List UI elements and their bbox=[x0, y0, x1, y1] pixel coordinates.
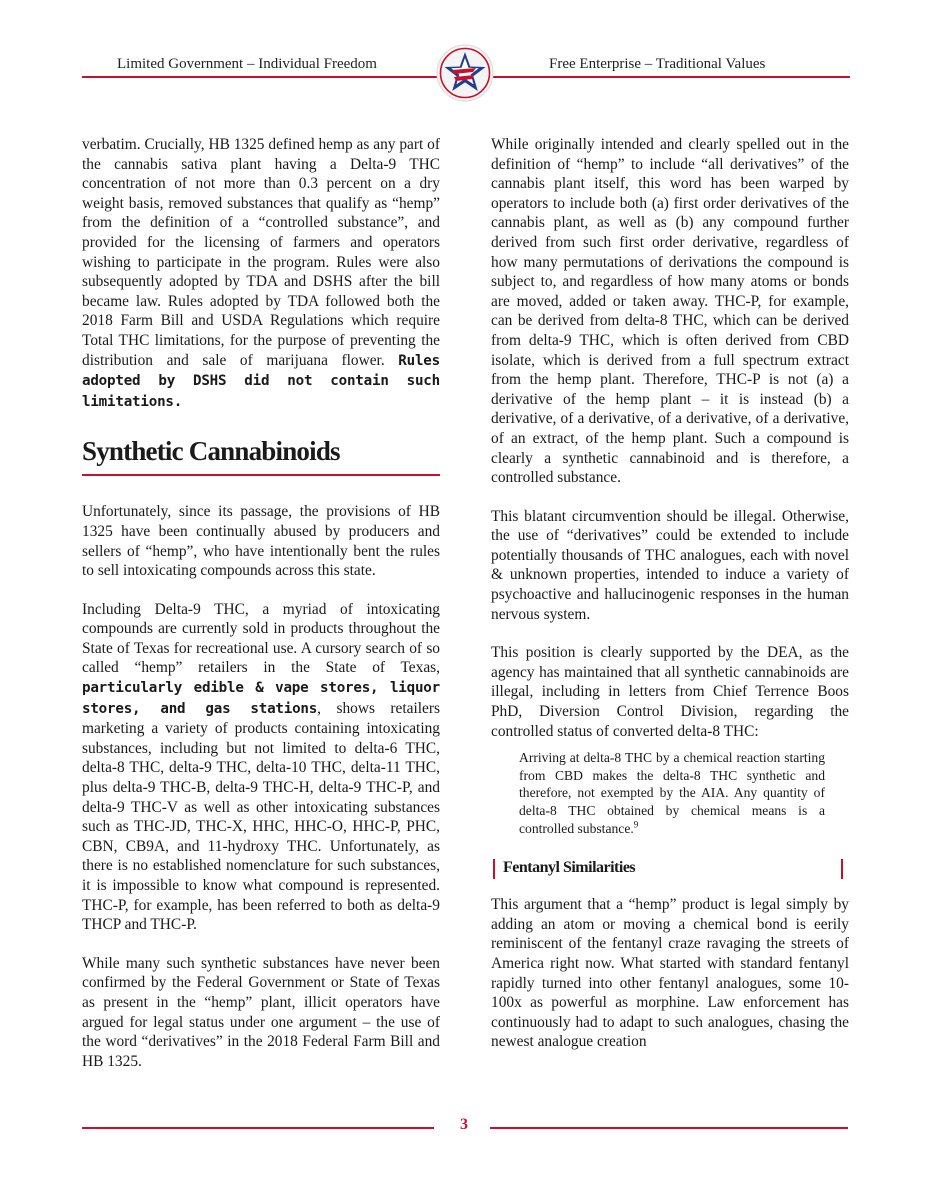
header-rule-right bbox=[492, 76, 850, 78]
paragraph: This blatant circumvention should be illegal. Otherwise, the use of “derivatives” could be extended to include potentially thousands of THC analogues, each with novel & unknown properties, intended to induce a variety of psychoactive and hallucinogenic responses in the human nervous system. bbox=[491, 507, 849, 623]
subheading-block bbox=[491, 857, 849, 881]
paragraph: Unfortunately, since its passage, the provisions of HB 1325 have been continually abused by producers and sellers of “hemp”, who have intentionally bent the rules to sell intoxicating compounds across this state. bbox=[82, 503, 440, 580]
paragraph: While originally intended and clearly spelled out in the definition of “hemp” to include “all derivatives” of the cannabis plant itself, this word has been warped by operators to include both (a) first order derivatives of the cannabis plant, as well as (b) any compound further derived from such first order derivative, regardless of how many permutations of derivations the compound is subject to, and regardless of how many atoms or bonds are moved, added or taken away. THC-P, for example, can be derived from delta-8 THC, which can be derived from delta-9 THC, which is often derived from CBD isolate, which is derived from a full spectrum extract from the hemp plant. Therefore, THC-P is not (a) a derivative of the hemp plant – it is instead (b) a derivative, of a derivative, of a derivative, of a derivative, of an extract, of the hemp plant. Such a compound is clearly a synthetic cannabinoid and is therefore, a controlled substance. bbox=[491, 136, 849, 487]
paragraph: This argument that a “hemp” product is legal simply by adding an atom or moving a chemical bond is eerily reminiscent of the fentanyl craze ravaging the streets of America right now. What started with standard fentanyl rapidly turned into other fentanyl analogues, some 10-100x as powerful as morphine. Law enforcement has continuously had to adapt to such analogues, chasing the newest analogue creation bbox=[491, 896, 849, 1051]
dea-quote: Arriving at delta-8 THC by a chemical reaction starting from CBD makes the delta-8 THC synthetic and therefore, not exempted by the AIA. Any quantity of delta-8 THC obtained by chemical means is a controlled substance.$^9$ bbox=[519, 750, 825, 836]
header-rule-left bbox=[82, 76, 438, 78]
paragraph: While many such synthetic substances have never been confirmed by the Federal Government or State of Texas as present in the “hemp” plant, illicit operators have argued for legal status under one argument – the use of the word “derivatives” in the 2018 Federal Farm Bill and HB 1325. bbox=[82, 954, 440, 1070]
subheading: Fentanyl Similarities bbox=[503, 859, 636, 877]
section-heading: Synthetic Cannabinoids bbox=[82, 436, 340, 467]
header-right-motto: Free Enterprise – Traditional Values bbox=[549, 56, 766, 72]
bold-statement: Rules adopted by DSHS did not contain such limitations. bbox=[82, 352, 440, 410]
footnote-ref[interactable]: 9 bbox=[633, 819, 639, 830]
section-rule bbox=[82, 474, 440, 476]
paragraph: This position is clearly supported by the DEA, as the agency has maintained that all synthetic cannabinoids are illegal, including in letters from Chief Terrence Boos PhD, Diversion Control Division, regarding the controlled status of converted delta-8 THC: bbox=[491, 644, 849, 740]
subheading-bar-left bbox=[493, 859, 495, 879]
footer-rule-right bbox=[490, 1127, 848, 1129]
bold-phrase: particularly edible & vape stores, liquor stores, and gas stations bbox=[82, 680, 440, 717]
star-seal-logo bbox=[436, 44, 494, 102]
left-column bbox=[82, 135, 440, 1090]
paragraph: verbatim. Crucially, HB 1325 defined hemp as any part of the cannabis sativa plant having a Delta-9 THC concentration of not more than 0.3 percent on a dry weight basis, removed substances that qualify as “hemp” from the definition of a “controlled substance”, and provided for the licensing of farmers and operators wishing to participate in the program. Rules were also subsequently adopted by TDA and DSHS after the bill became law. Rules adopted by TDA followed both the 2018 Farm Bill and USDA Regulations which require Total THC limitations, for the purpose of preventing the distribution and sale of marijuana flower. Rules adopted by DSHS did not contain such limitations. bbox=[82, 136, 440, 410]
subheading-bar-right bbox=[841, 859, 843, 879]
right-column bbox=[491, 135, 849, 1071]
paragraph: Including Delta-9 THC, a myriad of intoxicating compounds are currently sold in products throughout the State of Texas for recreational use. A cursory search of so called “hemp” retailers in the State of Texas, particularly edible & vape stores, liquor stores, and gas stations, shows retailers marketing a variety of products containing intoxicating substances, including but not limited to delta-6 THC, delta-8 THC, delta-9 THC, delta-10 THC, delta-11 THC, plus delta-9 THC-B, delta-9 THC-H, delta-9 THC-P, and delta-9 THC-V as well as other intoxicating substances such as THC-JD, THC-X, HHC, HHC-O, HHC-P, PHC, CBN, CB9A, and 11-hydroxy THC. Unfortunately, as there is no established nomenclature for such substances, it is impossible to know what compound is represented. THC-P, for example, has been referred to both as delta-9 THCP and THC-P. bbox=[82, 600, 440, 934]
footer-rule-left bbox=[82, 1127, 434, 1129]
header-left-motto: Limited Government – Individual Freedom bbox=[117, 56, 377, 72]
page-number: 3 bbox=[460, 1116, 468, 1133]
